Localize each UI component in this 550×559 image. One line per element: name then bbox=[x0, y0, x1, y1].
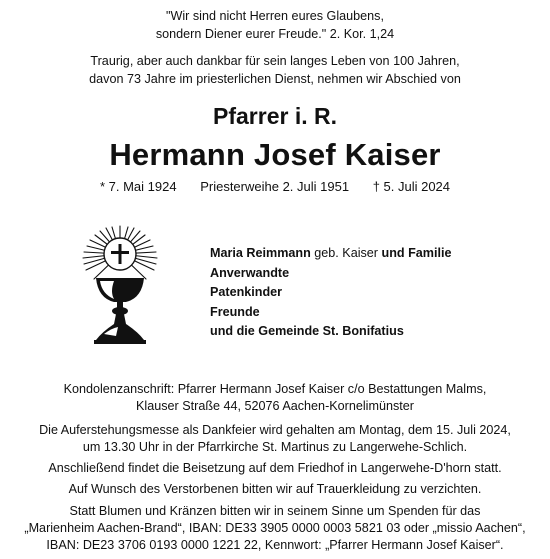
mourner-5: und die Gemeinde St. Bonifatius bbox=[210, 324, 404, 338]
mourner-3: Patenkinder bbox=[210, 285, 283, 299]
deceased-title: Pfarrer i. R. bbox=[213, 103, 337, 129]
death-date: † 5. Juli 2024 bbox=[372, 179, 451, 194]
condolence-line-2: Klauser Straße 44, 52076 Aachen-Kornelimünster bbox=[136, 399, 414, 413]
mourners-list bbox=[210, 244, 530, 342]
mourner-4: Freunde bbox=[210, 304, 260, 319]
ordination-date: Priesterweihe 2. Juli 1951 bbox=[200, 179, 350, 194]
donation-line-1: Statt Blumen und Kränzen bitten wir in seinem Sinne um Spenden für das bbox=[69, 504, 481, 518]
mourner-1-family: und Familie bbox=[381, 246, 452, 260]
mourning-wish-text: Auf Wunsch des Verstorbenen bitten wir auf Trauerkleidung zu verzichten. bbox=[68, 482, 482, 496]
donation-line-2: „Marienheim Aachen-Brand“, IBAN: DE33 3905 0000 0003 5821 03 oder „missio Aachen“, bbox=[24, 521, 526, 535]
birth-date: * 7. Mai 1924 bbox=[99, 179, 177, 194]
condolence-line-1: Kondolenzanschrift: Pfarrer Hermann Josef Kaiser c/o Bestattungen Malms, bbox=[63, 382, 487, 396]
burial-text: Anschließend findet die Beisetzung auf dem Friedhof in Langerwehe-D'horn statt. bbox=[48, 461, 502, 475]
donation-line-3: IBAN: DE23 3706 0193 0000 1221 22, Kennwort: „Pfarrer Hermann Josef Kaiser“. bbox=[46, 538, 504, 552]
chalice-icon bbox=[78, 224, 162, 346]
mourner-1-maiden: geb. Kaiser bbox=[310, 246, 382, 260]
bible-quote-line-2: sondern Diener eurer Freude." 2. Kor. 1,24 bbox=[155, 27, 395, 41]
mourner-1-name: Maria Reimmann bbox=[210, 246, 311, 260]
intro-line-2: davon 73 Jahre im priesterlichen Dienst, nehmen wir Abschied von bbox=[89, 72, 461, 86]
bible-quote-line-1: "Wir sind nicht Herren eures Glaubens, bbox=[166, 9, 384, 23]
mourner-1 bbox=[210, 244, 530, 264]
deceased-name: Hermann Josef Kaiser bbox=[109, 137, 441, 172]
mourner-2: Anverwandte bbox=[210, 265, 290, 280]
mass-line-1: Die Auferstehungsmesse als Dankfeier wird gehalten am Montag, dem 15. Juli 2024, bbox=[39, 423, 511, 437]
mass-line-2: um 13.30 Uhr in der Pfarrkirche St. Martinus zu Langerwehe-Schlich. bbox=[82, 440, 468, 454]
intro-line-1: Traurig, aber auch dankbar für sein langes Leben von 100 Jahren, bbox=[90, 54, 460, 68]
life-dates bbox=[0, 178, 550, 196]
